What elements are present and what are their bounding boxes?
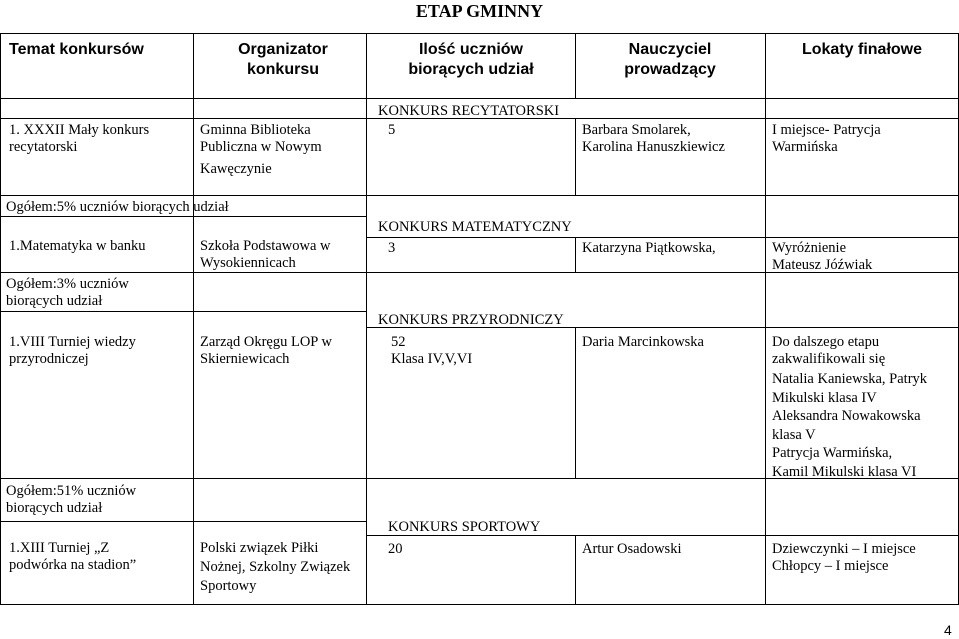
row-separator xyxy=(366,237,959,238)
column-border xyxy=(575,237,576,273)
page-title: ETAP GMINNY xyxy=(415,1,544,21)
page-number: 4 xyxy=(944,622,952,638)
column-border xyxy=(575,118,576,196)
sport-organizer-2: Nożnej, Szkolny Związek xyxy=(200,559,351,575)
recit-organizer-3: Kawęczynie xyxy=(200,161,272,177)
nature-places-1: Do dalszego etapu xyxy=(772,334,880,350)
recit-topic-1: 1. XXXII Mały konkurs xyxy=(9,122,150,138)
column-border xyxy=(366,33,367,605)
sport-topic-2: podwórka na stadion” xyxy=(9,557,137,573)
sport-students: 20 xyxy=(388,541,403,557)
column-border xyxy=(575,33,576,99)
header-students: Ilość uczniów biorących udział xyxy=(408,41,534,78)
nature-places-4: Mikulski klasa IV xyxy=(772,390,877,406)
header-organizer: Organizator konkursu xyxy=(238,41,328,78)
nature-places-2: zakwalifikowali się xyxy=(772,351,886,367)
header-teacher: Nauczyciel prowadzący xyxy=(624,41,716,78)
recit-organizer-2: Publiczna w Nowym xyxy=(200,139,322,155)
math-total-1: Ogółem:3% uczniów xyxy=(6,276,129,292)
row-separator xyxy=(0,216,366,217)
row-separator xyxy=(0,195,959,196)
recit-teacher-2: Karolina Hanuszkiewicz xyxy=(582,139,725,155)
recit-total: Ogółem:5% uczniów biorących udział xyxy=(6,199,229,215)
nature-total-2: biorących udział xyxy=(6,500,103,516)
recit-places-2: Warmińska xyxy=(772,139,838,155)
nature-teacher: Daria Marcinkowska xyxy=(582,334,704,350)
column-border xyxy=(0,33,1,605)
math-places-1: Wyróżnienie xyxy=(772,240,847,256)
math-organizer-2: Wysokiennicach xyxy=(200,255,296,271)
recit-teacher-1: Barbara Smolarek, xyxy=(582,122,691,138)
table-border-top xyxy=(0,33,959,34)
recit-students: 5 xyxy=(388,122,396,138)
math-topic: 1.Matematyka w banku xyxy=(9,238,146,254)
header-topic: Temat konkursów xyxy=(9,41,144,58)
sport-teacher: Artur Osadowski xyxy=(582,541,682,557)
math-students: 3 xyxy=(388,240,396,256)
row-separator xyxy=(0,311,366,312)
nature-topic-2: przyrodniczej xyxy=(9,351,89,367)
column-border xyxy=(575,327,576,479)
recit-places-1: I miejsce- Patrycja xyxy=(772,122,881,138)
nature-total-1: Ogółem:51% uczniów xyxy=(6,483,137,499)
sport-topic-1: 1.XIII Turniej „Z xyxy=(9,540,110,556)
math-places-2: Mateusz Jóźwiak xyxy=(772,257,873,273)
section-recit: KONKURS RECYTATORSKI xyxy=(378,103,560,119)
section-nature: KONKURS PRZYRODNICZY xyxy=(378,312,564,328)
header-places: Lokaty finałowe xyxy=(801,41,923,58)
math-teacher: Katarzyna Piątkowska, xyxy=(582,240,716,256)
nature-places-6: klasa V xyxy=(772,427,816,443)
row-separator xyxy=(0,521,366,522)
column-border xyxy=(193,33,194,605)
section-math: KONKURS MATEMATYCZNY xyxy=(378,219,572,235)
nature-places-7: Patrycja Warmińska, xyxy=(772,445,893,461)
recit-organizer-1: Gminna Biblioteka xyxy=(200,122,311,138)
column-border xyxy=(575,535,576,605)
nature-organizer-1: Zarząd Okręgu LOP w xyxy=(200,334,332,350)
nature-organizer-2: Skierniewicach xyxy=(200,351,290,367)
nature-topic-1: 1.VIII Turniej wiedzy xyxy=(9,334,136,350)
header-separator xyxy=(0,98,959,99)
nature-places-8: Kamil Mikulski klasa VI xyxy=(772,464,917,480)
sport-places-2: Chłopcy – I miejsce xyxy=(772,558,889,574)
recit-topic-2: recytatorski xyxy=(9,139,78,155)
nature-places-3: Natalia Kaniewska, Patryk xyxy=(772,371,928,387)
nature-places-5: Aleksandra Nowakowska xyxy=(772,408,921,424)
sport-places-1: Dziewczynki – I miejsce xyxy=(772,541,916,557)
table-border-bottom xyxy=(0,604,959,605)
math-organizer-1: Szkoła Podstawowa w xyxy=(200,238,331,254)
sport-organizer-1: Polski związek Piłki xyxy=(200,540,319,556)
sport-organizer-3: Sportowy xyxy=(200,578,257,594)
section-sport: KONKURS SPORTOWY xyxy=(388,519,541,535)
nature-students-2: Klasa IV,V,VI xyxy=(391,351,473,367)
nature-students-1: 52 xyxy=(391,334,406,350)
column-border xyxy=(765,33,766,605)
math-total-2: biorących udział xyxy=(6,293,103,309)
